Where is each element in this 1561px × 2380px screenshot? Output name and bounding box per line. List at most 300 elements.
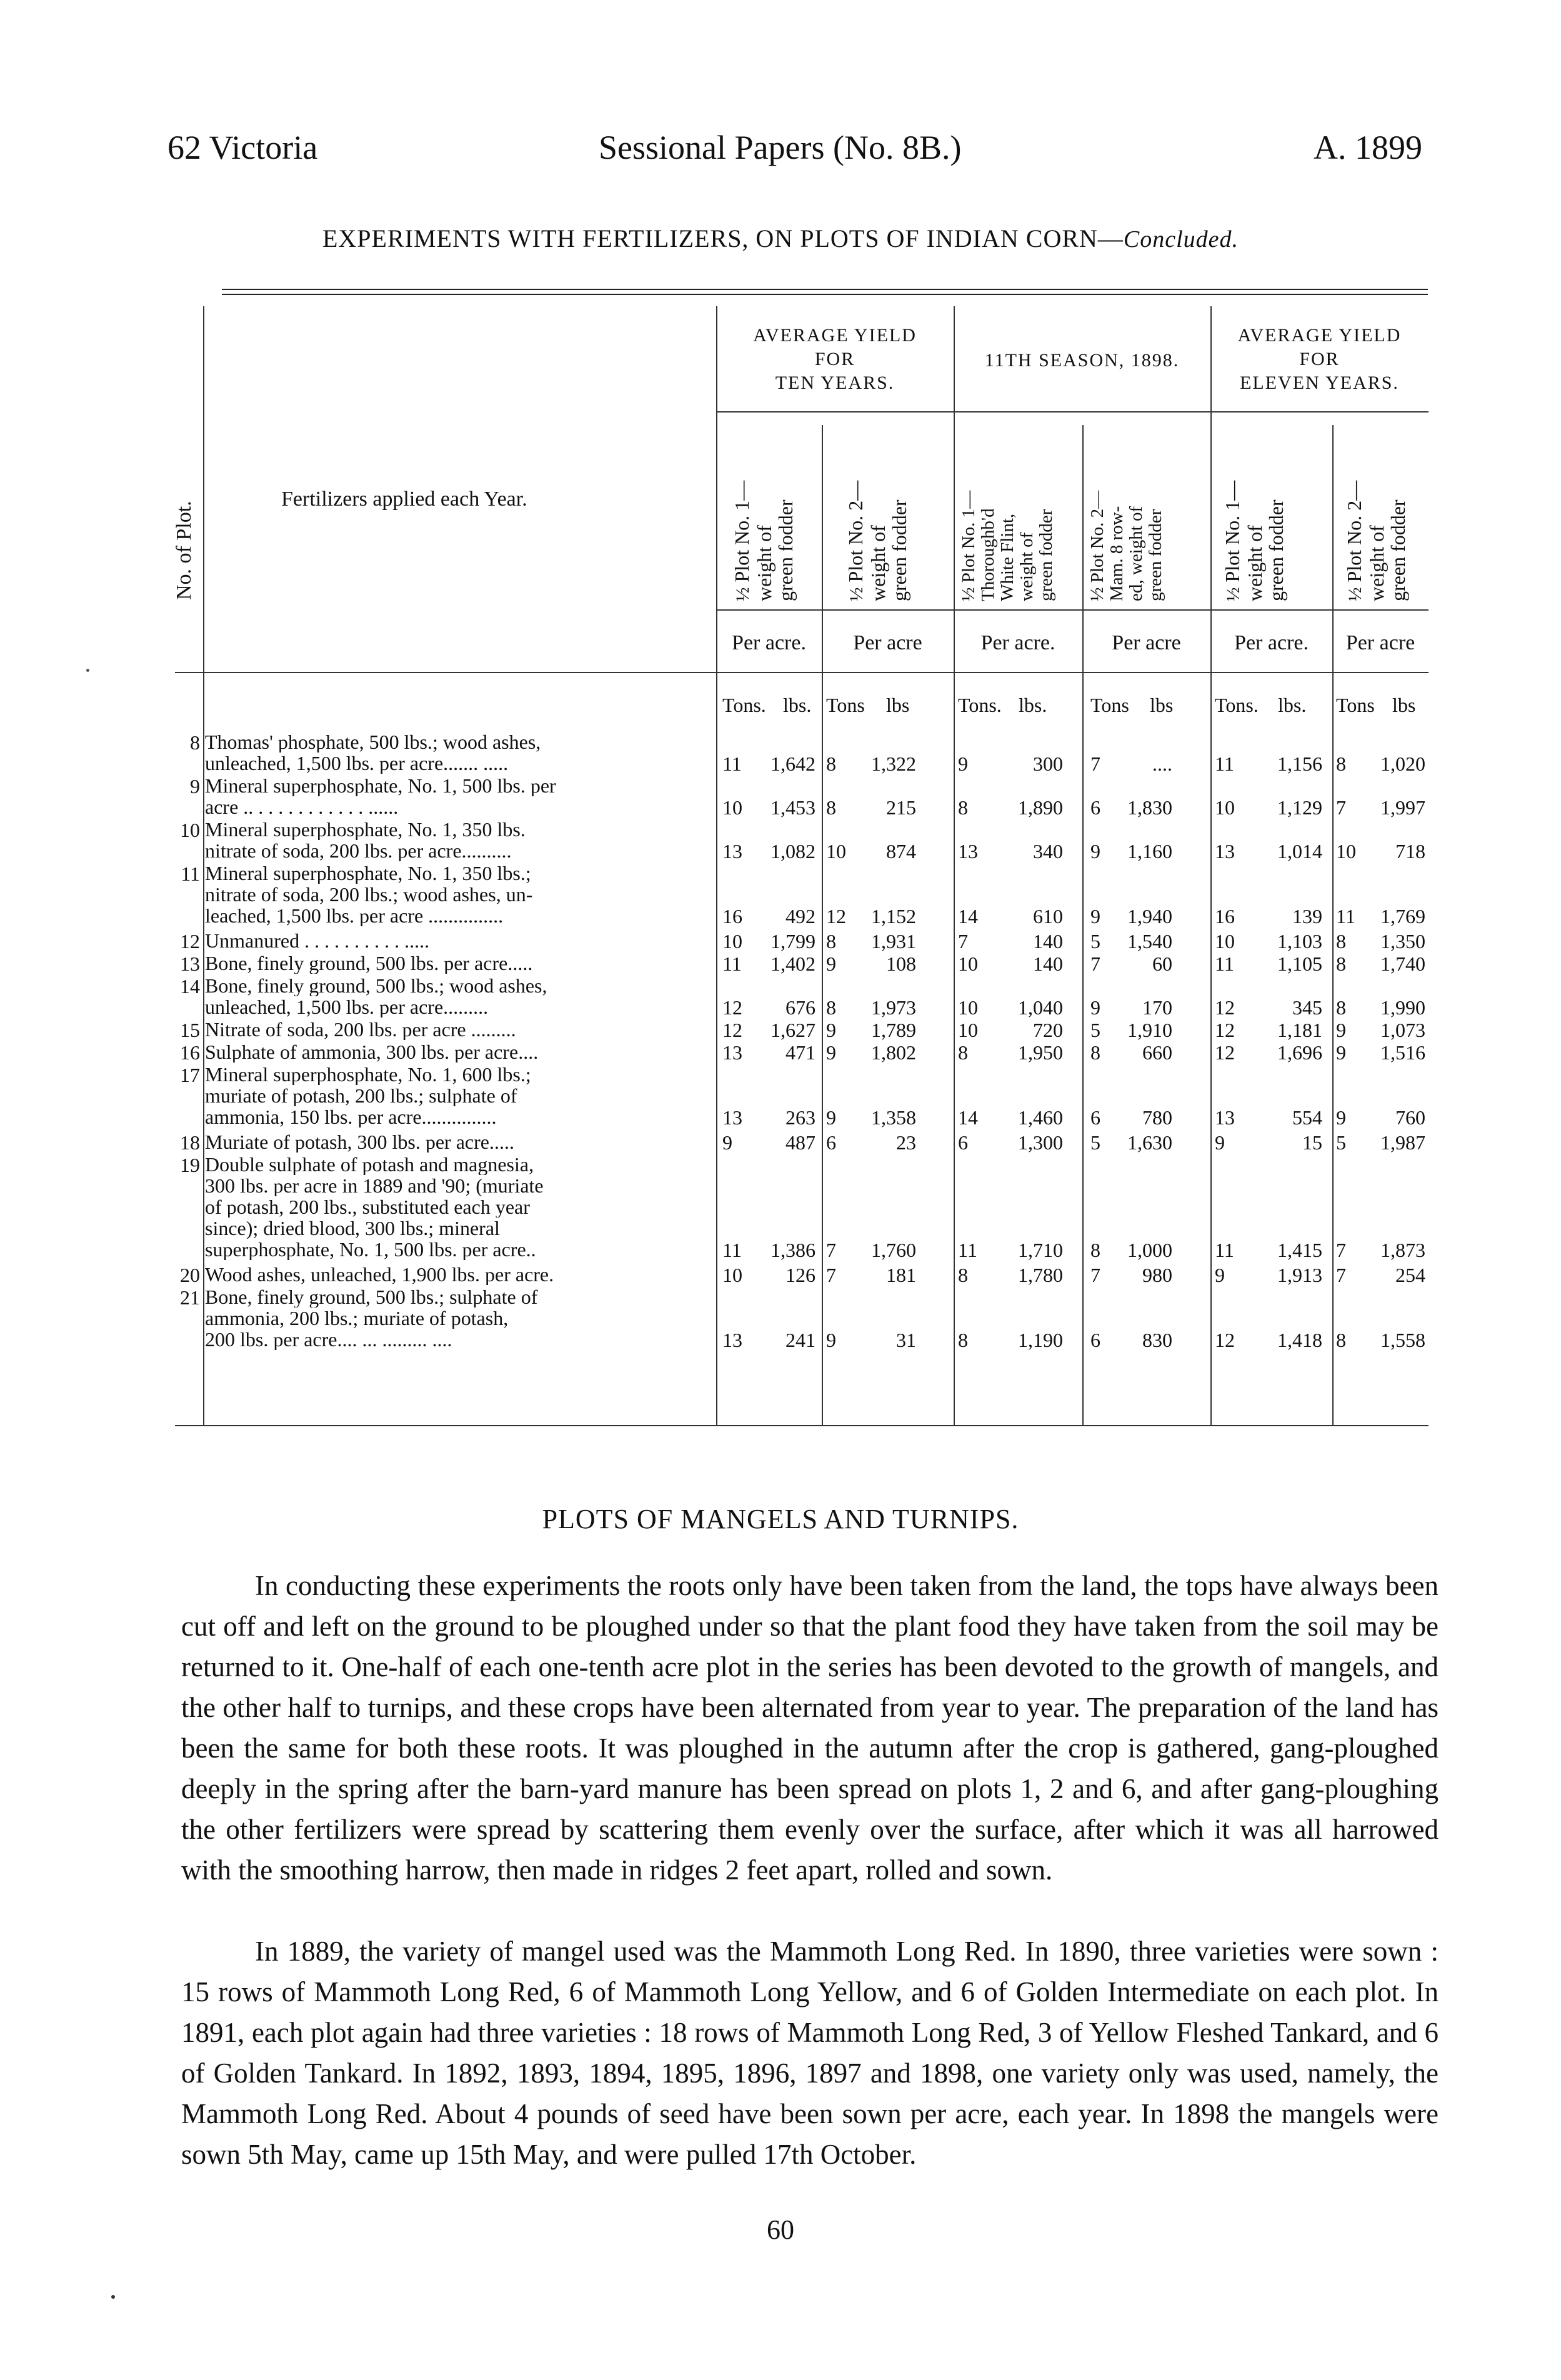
col-line: Plot No. 2— [844, 480, 867, 582]
yield-value: 830 [1142, 1329, 1172, 1351]
yield-value: 9 [1336, 1019, 1346, 1041]
unit-label: lbs [886, 694, 910, 716]
yield-value: 10 [958, 952, 978, 975]
yield-value: 780 [1142, 1106, 1172, 1129]
table-row [175, 1154, 1429, 1260]
col-fraction: ½ [958, 587, 979, 601]
description-line: muriate of potash, 200 lbs.; sulphate of [205, 1085, 517, 1106]
yield-value: 9 [826, 952, 836, 975]
table-row [175, 819, 1429, 861]
col-fraction: ½ [732, 587, 753, 601]
yield-value: 1,627 [771, 1019, 815, 1041]
yield-value: 11 [958, 1239, 977, 1261]
plot-number: 8 [190, 731, 200, 754]
yield-value: 13 [722, 1041, 742, 1064]
group-header-11th-season [954, 349, 1210, 372]
yield-value: 10 [722, 1264, 742, 1286]
per-acre-label: Per acre. [980, 631, 1055, 654]
plot-number: 13 [180, 952, 200, 975]
unit-label: lbs [1150, 694, 1174, 716]
yield-value: 14 [958, 905, 978, 928]
yield-value: 1,973 [871, 996, 916, 1019]
col-line: Plot No. 1— [959, 490, 979, 583]
yield-value: 760 [1395, 1106, 1425, 1129]
yield-value: 13 [1215, 1106, 1235, 1129]
col-line: weight of [867, 525, 889, 601]
yield-value: 7 [1336, 1264, 1346, 1286]
col-line: green fodder [1036, 509, 1056, 601]
yield-value: 1,940 [1127, 905, 1172, 928]
yield-value: 7 [1336, 796, 1346, 819]
yield-value: 8 [958, 1264, 968, 1286]
yield-value: 874 [886, 840, 916, 862]
plot-number: 20 [180, 1264, 200, 1286]
yield-value: 1,696 [1277, 1041, 1322, 1064]
yield-value: 1,642 [771, 752, 815, 775]
description-line: Bone, finely ground, 500 lbs.; sulphate of [205, 1286, 538, 1308]
description-line: unleached, 1,500 lbs. per acre......... [205, 996, 489, 1018]
description-line: Unmanured . . . . . . . . . . ..... [205, 930, 430, 951]
yield-value: 1,740 [1380, 952, 1425, 975]
yield-value: 345 [1292, 996, 1322, 1019]
yield-value: 1,156 [1277, 752, 1322, 775]
yield-value: 7 [826, 1239, 836, 1261]
yield-value: 1,190 [1018, 1329, 1063, 1351]
plot-number: 21 [180, 1286, 200, 1309]
yield-value: 1,300 [1018, 1131, 1063, 1154]
yield-value: 1,558 [1380, 1329, 1425, 1351]
yield-value: 12 [1215, 1041, 1235, 1064]
yield-value: 9 [958, 752, 968, 775]
description-line: superphosphate, No. 1, 500 lbs. per acre.. [205, 1239, 536, 1260]
yield-value: 1,453 [771, 796, 815, 819]
description-line: Mineral superphosphate, No. 1, 500 lbs. per [205, 775, 556, 796]
description-line: 200 lbs. per acre.... ... ......... .... [205, 1329, 452, 1350]
col-header-plot2-ten [845, 481, 910, 601]
col-header-plot2-1898 [1087, 491, 1165, 601]
yield-value: 13 [722, 840, 742, 862]
table-caption-suffix: Concluded. [1123, 226, 1239, 252]
yield-value: 13 [722, 1329, 742, 1351]
yield-value: 10 [958, 996, 978, 1019]
description-line: Mineral superphosphate, No. 1, 350 lbs.; [205, 862, 531, 884]
yield-value: 1,386 [771, 1239, 815, 1261]
yield-value: 8 [826, 796, 836, 819]
table-row [175, 731, 1429, 774]
group-line: AVERAGE YIELD [753, 325, 917, 346]
unit-label: lbs. [783, 694, 812, 716]
col-line: green fodder [774, 499, 797, 601]
group-line: 11TH SEASON, 1898. [984, 350, 1180, 371]
fertilizer-description [205, 775, 724, 818]
plot-number: 10 [180, 819, 200, 841]
col-fraction: ½ [1223, 587, 1244, 601]
yield-value: 108 [886, 952, 916, 975]
table-caption [0, 224, 1561, 253]
group-header-eleven-years [1210, 324, 1429, 395]
per-acre-label: Per acre. [732, 631, 806, 654]
yield-value: 8 [1336, 996, 1346, 1019]
col-line: green fodder [1387, 499, 1409, 601]
yield-value: 126 [785, 1264, 815, 1286]
rule-h [716, 411, 1429, 412]
yield-value: 12 [722, 996, 742, 1019]
unit-label: lbs. [1278, 694, 1307, 716]
yield-value: 13 [958, 840, 978, 862]
yield-value: 7 [958, 930, 968, 952]
scan-speck [111, 2295, 115, 2299]
yield-value: 492 [785, 905, 815, 928]
col-line: Plot No. 1— [731, 480, 753, 582]
per-acre-label: Per acre [1112, 631, 1181, 654]
yield-value: 1,987 [1380, 1131, 1425, 1154]
yield-value: 1,402 [771, 952, 815, 975]
yield-value: 1,358 [871, 1106, 916, 1129]
header-volume: 62 Victoria [167, 129, 318, 166]
col-header-plot-no: No. of Plot. [172, 501, 196, 600]
yield-value: 554 [1292, 1106, 1322, 1129]
yield-value: 6 [1090, 796, 1100, 819]
plot-number: 11 [181, 862, 200, 885]
yield-value: 9 [1215, 1264, 1225, 1286]
section-title: PLOTS OF MANGELS AND TURNIPS. [542, 1504, 1019, 1534]
unit-label: Tons [826, 694, 865, 716]
col-line: weight of [1017, 532, 1037, 601]
plot-number: 18 [180, 1131, 200, 1154]
fertilizer-description [205, 1264, 724, 1285]
yield-value: 10 [1215, 796, 1235, 819]
yield-value: 300 [1033, 752, 1063, 775]
unit-label: Tons. [958, 694, 1002, 716]
per-acre-label: Per acre [853, 631, 922, 654]
yield-value: .... [1152, 752, 1172, 775]
yield-value: 11 [1336, 905, 1355, 928]
table-row [175, 1264, 1429, 1285]
rule-h [175, 1425, 1429, 1426]
description-line: 300 lbs. per acre in 1889 and '90; (muriate [205, 1175, 544, 1196]
yield-value: 1,540 [1127, 930, 1172, 952]
yield-value: 1,000 [1127, 1239, 1172, 1261]
rule-h [175, 672, 1429, 673]
fertilizer-description [205, 1286, 724, 1350]
yield-value: 10 [826, 840, 846, 862]
page-number: 60 [767, 2214, 794, 2245]
description-line: Muriate of potash, 300 lbs. per acre..... [205, 1131, 514, 1152]
yield-value: 9 [1090, 905, 1100, 928]
yield-value: 241 [785, 1329, 815, 1351]
yield-value: 1,630 [1127, 1131, 1172, 1154]
yield-value: 12 [826, 905, 846, 928]
description-line: ammonia, 200 lbs.; muriate of potash, [205, 1308, 509, 1329]
group-header-ten-years [716, 324, 954, 395]
rule-h [716, 609, 1429, 611]
yield-value: 1,780 [1018, 1264, 1063, 1286]
yield-value: 5 [1090, 1131, 1100, 1154]
unit-label: lbs [1392, 694, 1416, 716]
yield-value: 8 [1336, 930, 1346, 952]
yield-value: 16 [722, 905, 742, 928]
col-line: Thoroughb'd [978, 508, 998, 601]
yield-value: 1,350 [1380, 930, 1425, 952]
yield-value: 1,760 [871, 1239, 916, 1261]
group-line: AVERAGE YIELD [1237, 325, 1402, 346]
unit-label: Tons. [722, 694, 766, 716]
unit-label: lbs. [1019, 694, 1047, 716]
yield-value: 1,322 [871, 752, 916, 775]
col-line: Plot No. 2— [1343, 480, 1365, 582]
col-line: White Flint, [997, 513, 1017, 601]
yield-value: 1,181 [1277, 1019, 1322, 1041]
col-header-plot2-eleven [1344, 481, 1409, 601]
yield-value: 6 [958, 1131, 968, 1154]
plot-number: 14 [180, 975, 200, 998]
yield-value: 14 [958, 1106, 978, 1129]
yield-value: 10 [1336, 840, 1356, 862]
fertilizer-description [205, 1154, 724, 1260]
yield-value: 1,990 [1380, 996, 1425, 1019]
header-year: A. 1899 [1314, 129, 1422, 166]
yield-value: 1,802 [871, 1041, 916, 1064]
description-line: Double sulphate of potash and magnesia, [205, 1154, 534, 1175]
plot-number: 12 [180, 930, 200, 952]
yield-value: 9 [1336, 1041, 1346, 1064]
description-line: Nitrate of soda, 200 lbs. per acre ......... [205, 1019, 516, 1040]
yield-value: 60 [1152, 952, 1172, 975]
yield-value: 1,014 [1277, 840, 1322, 862]
table-row [175, 952, 1429, 974]
yield-value: 1,105 [1277, 952, 1322, 975]
yield-value: 12 [1215, 1019, 1235, 1041]
fertilizer-description [205, 952, 724, 974]
group-line: FOR [1299, 349, 1340, 369]
table-row [175, 1131, 1429, 1152]
yield-value: 8 [958, 1329, 968, 1351]
yield-value: 139 [1292, 905, 1322, 928]
yield-value: 254 [1395, 1264, 1425, 1286]
yield-value: 1,073 [1380, 1019, 1425, 1041]
paragraph: In conducting these experiments the roots only have been taken from the land, the tops have always been cut off and left on the ground to be ploughed under so that the plant food they have taken from the soil may be returned to it. One-half of each one-tenth acre plot in the series has been devoted to the growth of mangels, and the other half to turnips, and these crops have been alternated from year to year. The preparation of the land has been the same for both these roots. It was ploughed in the autumn after the crop is gathered, gang-ploughed deeply in the spring after the barn-yard manure has been spread on plots 1, 2 and 6, and after gang-ploughing the other fertilizers were spread by scattering them evenly over the surface, after which it was all harrowed with the smoothing harrow, then made in ridges 2 feet apart, rolled and sown. [181, 1570, 1439, 1886]
yield-value: 10 [958, 1019, 978, 1041]
yield-value: 1,152 [871, 905, 916, 928]
yield-value: 8 [826, 752, 836, 775]
yield-value: 7 [1090, 1264, 1100, 1286]
col-line: weight of [1365, 525, 1388, 601]
description-line: acre .. . . . . . . . . . . . ...... [205, 796, 399, 818]
col-line: green fodder [1265, 499, 1287, 601]
col-fraction: ½ [1345, 587, 1365, 601]
plot-number: 16 [180, 1041, 200, 1064]
yield-value: 1,913 [1277, 1264, 1322, 1286]
yield-value: 1,460 [1018, 1106, 1063, 1129]
per-acre-label: Per acre [1345, 631, 1415, 654]
yield-value: 1,040 [1018, 996, 1063, 1019]
yield-value: 23 [896, 1131, 916, 1154]
col-line: weight of [753, 525, 776, 601]
description-line: nitrate of soda, 200 lbs.; wood ashes, un- [205, 884, 533, 905]
yield-value: 11 [1215, 1239, 1234, 1261]
yield-value: 1,997 [1380, 796, 1425, 819]
yield-value: 1,830 [1127, 796, 1172, 819]
yield-value: 1,931 [871, 930, 916, 952]
per-acre-label: Per acre. [1234, 631, 1309, 654]
yield-value: 11 [722, 752, 742, 775]
yield-value: 1,516 [1380, 1041, 1425, 1064]
col-fraction: ½ [1087, 587, 1107, 601]
col-line: weight of [1244, 525, 1266, 601]
yield-value: 8 [826, 930, 836, 952]
col-header-fertilizers: Fertilizers applied each Year. [281, 488, 527, 511]
yield-value: 11 [1215, 752, 1234, 775]
yield-value: 13 [722, 1106, 742, 1129]
yield-value: 6 [1090, 1106, 1100, 1129]
yield-value: 9 [1090, 996, 1100, 1019]
fertilizer-description [205, 1019, 724, 1040]
description-line: of potash, 200 lbs., substituted each year [205, 1196, 530, 1218]
fertilizer-description [205, 819, 724, 861]
col-header-plot1-ten [731, 481, 796, 601]
yield-value: 11 [1215, 952, 1234, 975]
fertilizer-description [205, 1041, 724, 1062]
yield-value: 170 [1142, 996, 1172, 1019]
yield-value: 1,789 [871, 1019, 916, 1041]
yield-value: 8 [1336, 1329, 1346, 1351]
description-line: Wood ashes, unleached, 1,900 lbs. per acre. [205, 1264, 554, 1285]
yield-value: 6 [1090, 1329, 1100, 1351]
yield-value: 676 [785, 996, 815, 1019]
yield-value: 1,890 [1018, 796, 1063, 819]
col-line: Plot No. 2— [1087, 490, 1107, 583]
description-line: Bone, finely ground, 500 lbs.; wood ashes, [205, 975, 547, 996]
yield-value: 8 [1336, 752, 1346, 775]
yield-value: 1,415 [1277, 1239, 1322, 1261]
yield-value: 980 [1142, 1264, 1172, 1286]
yield-value: 487 [785, 1131, 815, 1154]
description-line: Mineral superphosphate, No. 1, 350 lbs. [205, 819, 526, 840]
table-row [175, 775, 1429, 818]
plot-number: 15 [180, 1019, 200, 1041]
yield-value: 5 [1336, 1131, 1346, 1154]
col-header-plot1-1898 [959, 491, 1056, 601]
unit-label: Tons [1336, 694, 1375, 716]
top-rule-double [222, 294, 1428, 295]
yield-value: 12 [722, 1019, 742, 1041]
yield-value: 13 [1215, 840, 1235, 862]
yield-value: 660 [1142, 1041, 1172, 1064]
fertilizer-description [205, 1064, 724, 1128]
yield-value: 1,160 [1127, 840, 1172, 862]
col-header-plot1-eleven [1222, 481, 1287, 601]
table-row [175, 975, 1429, 1018]
yield-value: 10 [722, 796, 742, 819]
table-row [175, 1041, 1429, 1062]
yield-value: 31 [896, 1329, 916, 1351]
unit-label: Tons. [1215, 694, 1259, 716]
description-line: Mineral superphosphate, No. 1, 600 lbs.; [205, 1064, 531, 1085]
yield-value: 10 [722, 930, 742, 952]
yield-value: 1,418 [1277, 1329, 1322, 1351]
description-line: ammonia, 150 lbs. per acre............... [205, 1106, 497, 1128]
fertilizer-description [205, 930, 724, 951]
yield-value: 9 [1336, 1106, 1346, 1129]
yield-value: 7 [826, 1264, 836, 1286]
yield-value: 1,129 [1277, 796, 1322, 819]
yield-value: 1,103 [1277, 930, 1322, 952]
yield-value: 5 [1090, 1019, 1100, 1041]
description-line: leached, 1,500 lbs. per acre ............... [205, 905, 504, 926]
yield-value: 140 [1033, 930, 1063, 952]
top-rule [222, 289, 1428, 290]
yield-value: 8 [1090, 1041, 1100, 1064]
yield-value: 16 [1215, 905, 1235, 928]
group-line: ELEVEN YEARS. [1240, 372, 1399, 393]
yield-value: 7 [1090, 952, 1100, 975]
yield-value: 610 [1033, 905, 1063, 928]
col-fraction: ½ [846, 587, 867, 601]
yield-value: 9 [1090, 840, 1100, 862]
yield-value: 8 [826, 996, 836, 1019]
yield-value: 1,769 [1380, 905, 1425, 928]
col-line: Plot No. 1— [1221, 480, 1244, 582]
description-line: Thomas' phosphate, 500 lbs.; wood ashes, [205, 731, 541, 752]
yield-value: 11 [722, 1239, 742, 1261]
yield-value: 1,082 [771, 840, 815, 862]
col-line: ed, weight of [1126, 506, 1146, 601]
fertilizer-description [205, 975, 724, 1018]
col-line: green fodder [1145, 509, 1165, 601]
col-line: green fodder [888, 499, 910, 601]
yield-value: 181 [886, 1264, 916, 1286]
description-line: unleached, 1,500 lbs. per acre....... ..... [205, 752, 509, 774]
scan-speck [86, 669, 89, 672]
yield-value: 8 [958, 796, 968, 819]
yield-value: 718 [1395, 840, 1425, 862]
col-line: Mam. 8 row- [1107, 506, 1127, 601]
yield-value: 1,710 [1018, 1239, 1063, 1261]
table-row [175, 1019, 1429, 1040]
yield-value: 140 [1033, 952, 1063, 975]
yield-value: 9 [1215, 1131, 1225, 1154]
yield-value: 8 [958, 1041, 968, 1064]
yield-value: 11 [722, 952, 742, 975]
description-line: Bone, finely ground, 500 lbs. per acre..... [205, 952, 533, 974]
fertilizer-table [172, 306, 1429, 1425]
yield-value: 12 [1215, 996, 1235, 1019]
group-line: FOR [814, 349, 855, 369]
yield-value: 1,873 [1380, 1239, 1425, 1261]
table-row [175, 930, 1429, 951]
yield-value: 471 [785, 1041, 815, 1064]
table-row [175, 862, 1429, 926]
header-sessional-papers: Sessional Papers (No. 8B.) [599, 129, 962, 166]
yield-value: 340 [1033, 840, 1063, 862]
yield-value: 1,910 [1127, 1019, 1172, 1041]
yield-value: 1,950 [1018, 1041, 1063, 1064]
yield-value: 5 [1090, 930, 1100, 952]
yield-value: 10 [1215, 930, 1235, 952]
yield-value: 720 [1033, 1019, 1063, 1041]
fertilizer-description [205, 731, 724, 774]
description-line: since); dried blood, 300 lbs.; mineral [205, 1218, 500, 1239]
description-line: nitrate of soda, 200 lbs. per acre.......... [205, 840, 512, 861]
yield-value: 9 [826, 1329, 836, 1351]
yield-value: 9 [826, 1106, 836, 1129]
yield-value: 15 [1302, 1131, 1322, 1154]
yield-value: 9 [722, 1131, 732, 1154]
yield-value: 8 [1336, 952, 1346, 975]
yield-value: 9 [826, 1019, 836, 1041]
yield-value: 6 [826, 1131, 836, 1154]
yield-value: 12 [1215, 1329, 1235, 1351]
